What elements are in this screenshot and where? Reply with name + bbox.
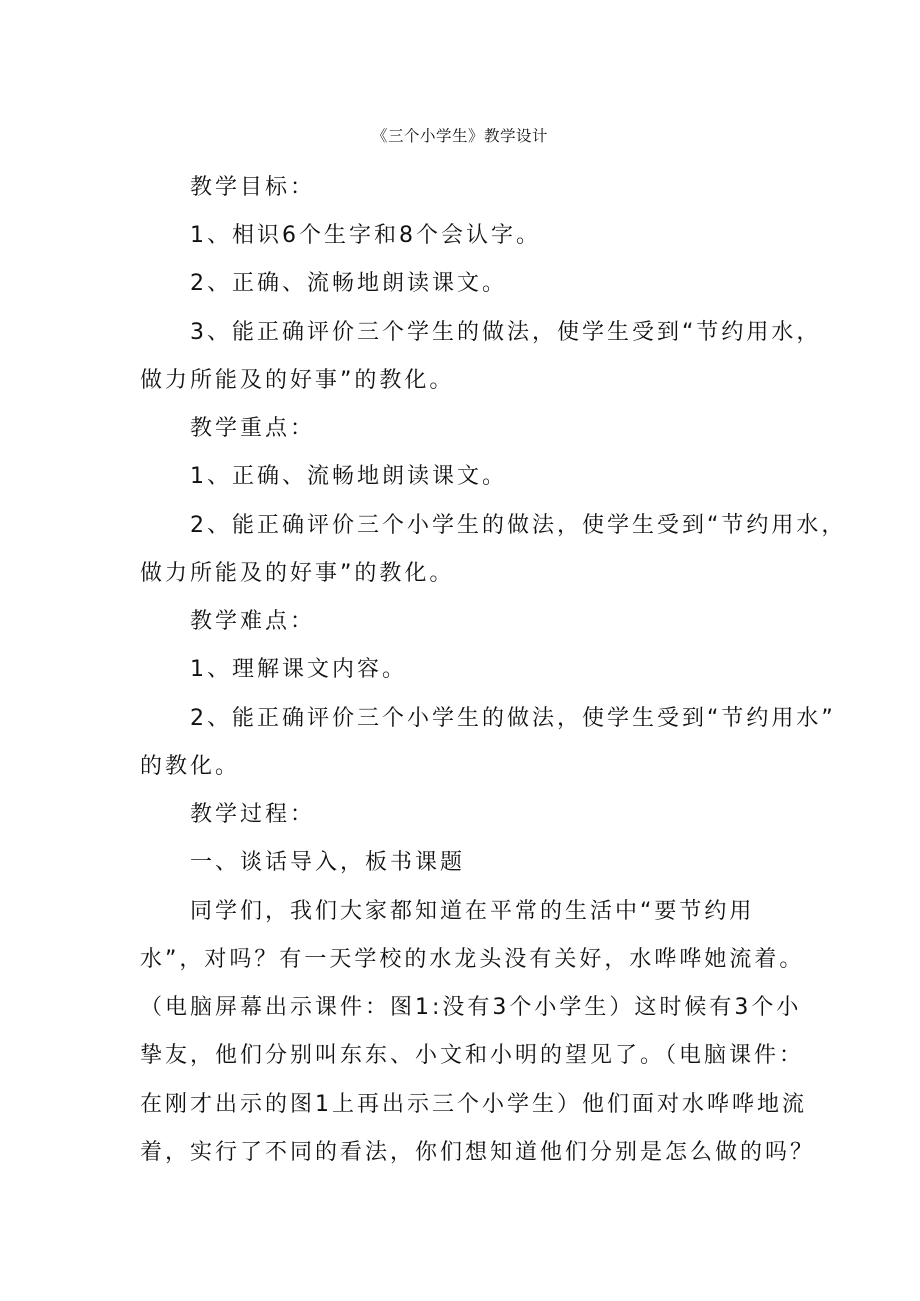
- heading-teaching-goals: 教学目标：: [190, 175, 316, 200]
- paragraph-line: 1、理解课文内容。: [190, 657, 407, 682]
- heading-teaching-process: 教学过程：: [190, 802, 316, 827]
- document-title: 《三个小学生》教学设计: [371, 127, 548, 145]
- heading-teaching-focus: 教学重点：: [190, 416, 316, 441]
- paragraph-line: 3、能正确评价三个学生的做法，使学生受到“节约用水，: [190, 320, 822, 345]
- paragraph-line: 2、能正确评价三个小学生的做法，使学生受到“节约用水，: [190, 513, 847, 538]
- paragraph-line: 2、能正确评价三个小学生的做法，使学生受到“节约用水”: [190, 706, 836, 731]
- section-heading: 一、谈话导入，板书课题: [190, 850, 466, 875]
- paragraph-line: 做力所能及的好事”的教化。: [140, 368, 455, 393]
- heading-teaching-difficulty: 教学难点：: [190, 609, 316, 634]
- paragraph-line: 同学们，我们大家都知道在平常的生活中“要节约用: [190, 899, 755, 924]
- paragraph-line: （电脑屏幕出示课件：图1:没有3个小学生）这时候有3个小: [140, 995, 802, 1020]
- paragraph-line: 2、正确、流畅地朗读课文。: [190, 271, 507, 296]
- paragraph-line: 水”，对吗？有一天学校的水龙头没有关好，水哗哗她流着。: [140, 947, 805, 972]
- paragraph-line: 1、正确、流畅地朗读课文。: [190, 464, 507, 489]
- paragraph-line: 1、相识6个生字和8个会认字。: [190, 223, 541, 248]
- paragraph-line: 着，实行了不同的看法，你们想知道他们分别是怎么做的吗？: [140, 1140, 816, 1165]
- paragraph-line: 做力所能及的好事”的教化。: [140, 561, 455, 586]
- paragraph-line: 的教化。: [140, 754, 241, 779]
- paragraph-line: 挚友，他们分别叫东东、小文和小明的望见了。（电脑课件：: [140, 1043, 805, 1068]
- paragraph-line: 在刚才出示的图1上再出示三个小学生）他们面对水哗哗地流: [140, 1092, 807, 1117]
